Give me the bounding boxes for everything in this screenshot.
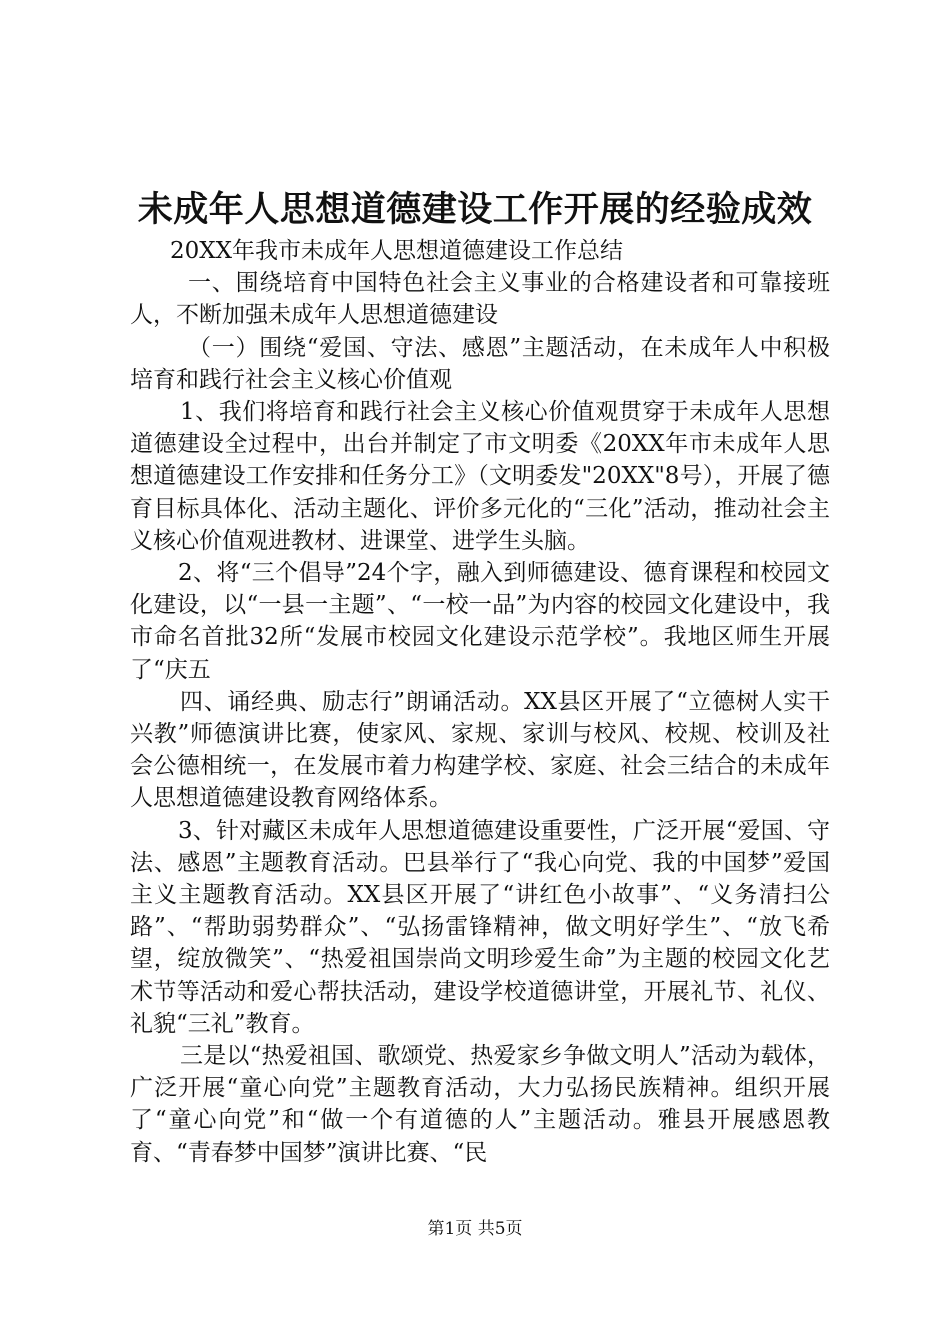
paragraph-subsection-one: （一）围绕“爱国、守法、感恩”主题活动，在未成年人中积极培育和践行社会主义核心价值观 (130, 334, 830, 393)
document-title: 未成年人思想道德建设工作开展的经验成效 (137, 189, 813, 230)
paragraph-summary-heading: 20XX年我市未成年人思想道德建设工作总结 (170, 238, 624, 264)
document-body (130, 235, 830, 1169)
paragraph-section-one: 一、围绕培育中国特色社会主义事业的合格建设者和可靠接班人，不断加强未成年人思想道德建设 (130, 270, 830, 329)
paragraph-item-third: 三是以“热爱祖国、歌颂党、热爱家乡争做文明人”活动为载体，广泛开展“童心向党”主题教育活动，大力弘扬民族精神。组织开展了“童心向党”和“做一个有道德的人”主题活动。雅县开展感恩教育、“青春梦中国梦”演讲比赛、“民 (130, 1043, 830, 1166)
paragraph-item-2: 2、将“三个倡导”24个字，融入到师德建设、德育课程和校园文化建设，以“一县一主题”、“一校一品”为内容的校园文化建设中，我市命名首批32所“发展市校园文化建设示范学校”。我地区师生开展了“庆五 (130, 560, 830, 683)
paragraph-item-1: 1、我们将培育和践行社会主义核心价值观贯穿于未成年人思想道德建设全过程中，出台并制定了市文明委《20XX年市未成年人思想道德建设工作安排和任务分工》（文明委发"20XX"8号），开展了德育目标具体化、活动主题化、评价多元化的“三化”活动，推动社会主义核心价值观进教材、进课堂、进学生头脑。 (130, 399, 830, 554)
paragraph-item-continuation: 四、诵经典、励志行”朗诵活动。XX县区开展了“立德树人实干兴教”师德演讲比赛，使家风、家规、家训与校风、校规、校训及社会公德相统一，在发展市着力构建学校、家庭、社会三结合的未成年人思想道德建设教育网络体系。 (130, 688, 830, 812)
page-footer: 第1页 共5页 (427, 1219, 523, 1239)
paragraph-item-3: 3、针对藏区未成年人思想道德建设重要性，广泛开展“爱国、守法、感恩”主题教育活动。巴县举行了“我心向党、我的中国梦”爱国主义主题教育活动。XX县区开展了“讲红色小故事”、“义务清扫公路”、“帮助弱势群众”、“弘扬雷锋精神，做文明好学生”、“放飞希望，绽放微笑”、“热爱祖国崇尚文明珍爱生命”为主题的校园文化艺术节等活动和爱心帮扶活动，建设学校道德讲堂，开展礼节、礼仪、礼貌“三礼”教育。 (130, 817, 830, 1037)
